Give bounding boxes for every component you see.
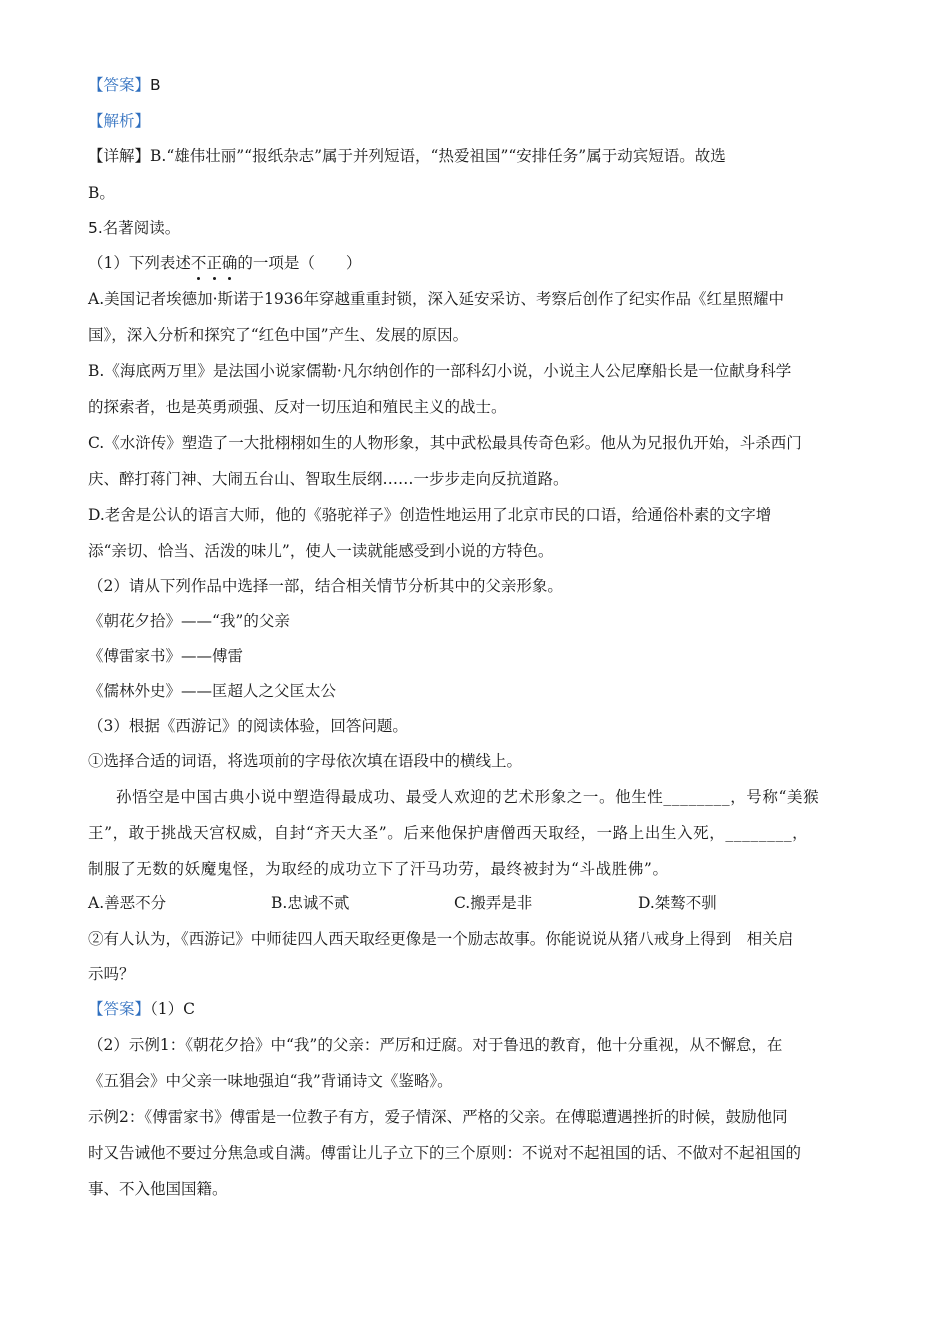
sub-question-3: （3）根据《西游记》的阅读体验，回答问题。 xyxy=(88,717,408,735)
emphasis-char: 正 xyxy=(206,254,222,272)
choice-d: D.桀骜不驯 xyxy=(638,894,717,912)
passage-line-2: 王”，敢于挑战天宫权威，自封“齐天大圣”。后来他保护唐僧西天取经，一路上出生入死，________， xyxy=(88,824,809,842)
option-a-line-1: A.美国记者埃德加·斯诺于1936年穿越重重封锁，深入延安采访、考察后创作了纪实作品《红星照耀中 xyxy=(88,290,784,308)
answer-label: 【答案】 xyxy=(88,1000,151,1018)
answer-example-2-line-2: 时又告诫他不要过分焦急或自满。傅雷让儿子立下的三个原则：不说对不起祖国的话、不做对不起祖国的 xyxy=(88,1144,802,1162)
answer-label: 【答案】 xyxy=(88,76,151,94)
detail-line-2: B。 xyxy=(88,184,115,202)
answer-example-1-line-1: （2）示例1：《朝花夕拾》中“我”的父亲：严厉和迂腐。对于鲁迅的教育，他十分重视，从不懈怠，在 xyxy=(88,1036,783,1054)
sub1-prefix: （1）下列表述 xyxy=(88,254,191,272)
question-5-title xyxy=(88,217,180,239)
choice-a: A.善恶不分 xyxy=(88,894,167,912)
question-title: 名著阅读。 xyxy=(102,219,181,237)
sub-question-2: （2）请从下列作品中选择一部，结合相关情节分析其中的父亲形象。 xyxy=(88,577,563,595)
work-item: 《傅雷家书》——傅雷 xyxy=(88,647,244,665)
sub-question-3-2-line-1: ②有人认为，《西游记》中师徒四人西天取经更像是一个励志故事。你能说说从猪八戒身上得到 相关启 xyxy=(88,930,794,948)
answer-example-2-line-1: 示例2：《傅雷家书》傅雷是一位教子有方，爱子情深、严格的父亲。在傅聪遭遇挫折的时候，鼓励他同 xyxy=(88,1108,788,1126)
option-b-line-2: 的探索者，也是英勇顽强、反对一切压迫和殖民主义的战士。 xyxy=(88,398,507,416)
option-b-line-1: B.《海底两万里》是法国小说家儒勒·凡尔纳创作的一部科幻小说，小说主人公尼摩船长是一位献身科学 xyxy=(88,362,792,380)
answer-line-2 xyxy=(88,998,195,1020)
answer-value: B xyxy=(150,76,161,94)
answer-example-1-line-2: 《五猖会》中父亲一味地强迫“我”背诵诗文《鉴略》。 xyxy=(88,1072,453,1090)
question-number: 5. xyxy=(88,219,103,237)
choice-c: C.搬弄是非 xyxy=(454,894,533,912)
emphasis-char: 确 xyxy=(221,254,238,272)
work-item: 《朝花夕拾》——“我”的父亲 xyxy=(88,612,290,630)
answer-line-1 xyxy=(88,74,161,96)
option-a-line-2: 国》，深入分析和探究了“红色中国”产生、发展的原因。 xyxy=(88,326,469,344)
option-c-line-1: C.《水浒传》塑造了一大批栩栩如生的人物形象，其中武松最具传奇色彩。他从为兄报仇开始，斗杀西门 xyxy=(88,434,802,452)
detail-line-1 xyxy=(88,145,726,167)
passage-line-1: 孙悟空是中国古典小说中塑造得最成功、最受人欢迎的艺术形象之一。他生性________，号称“美猴 xyxy=(116,788,820,806)
option-d-line-1: D.老舍是公认的语言大师，他的《骆驼祥子》创造性地运用了北京市民的口语，给通俗朴素的文字增 xyxy=(88,506,772,524)
answer-example-2-line-3: 事、不入他国国籍。 xyxy=(88,1180,228,1198)
sub-question-1 xyxy=(88,252,361,274)
sub-question-3-1: ①选择合适的词语，将选项前的字母依次填在语段中的横线上。 xyxy=(88,752,523,770)
answer-part-1: （1）C xyxy=(150,1000,195,1018)
option-c-line-2: 庆、醉打蒋门神、大闹五台山、智取生辰纲……一步步走向反抗道路。 xyxy=(88,470,569,488)
option-d-line-2: 添“亲切、恰当、活泼的味儿”，使人一读就能感受到小说的方特色。 xyxy=(88,542,554,560)
sub-question-3-2-line-2: 示吗？ xyxy=(88,965,135,983)
detail-text: B.“雄伟壮丽”“报纸杂志”属于并列短语，“热爱祖国”“安排任务”属于动宾短语。故选 xyxy=(150,147,726,165)
analysis-label: 【解析】 xyxy=(88,112,151,130)
choice-b: B.忠诚不贰 xyxy=(271,894,350,912)
work-item: 《儒林外史》——匡超人之父匡太公 xyxy=(88,682,337,700)
detail-label: 【详解】 xyxy=(88,147,151,165)
sub1-suffix: 的一项是（ ） xyxy=(237,254,362,272)
passage-line-3: 制服了无数的妖魔鬼怪，为取经的成功立下了汗马功劳，最终被封为“斗战胜佛”。 xyxy=(88,860,669,878)
emphasis-char: 不 xyxy=(190,254,207,272)
